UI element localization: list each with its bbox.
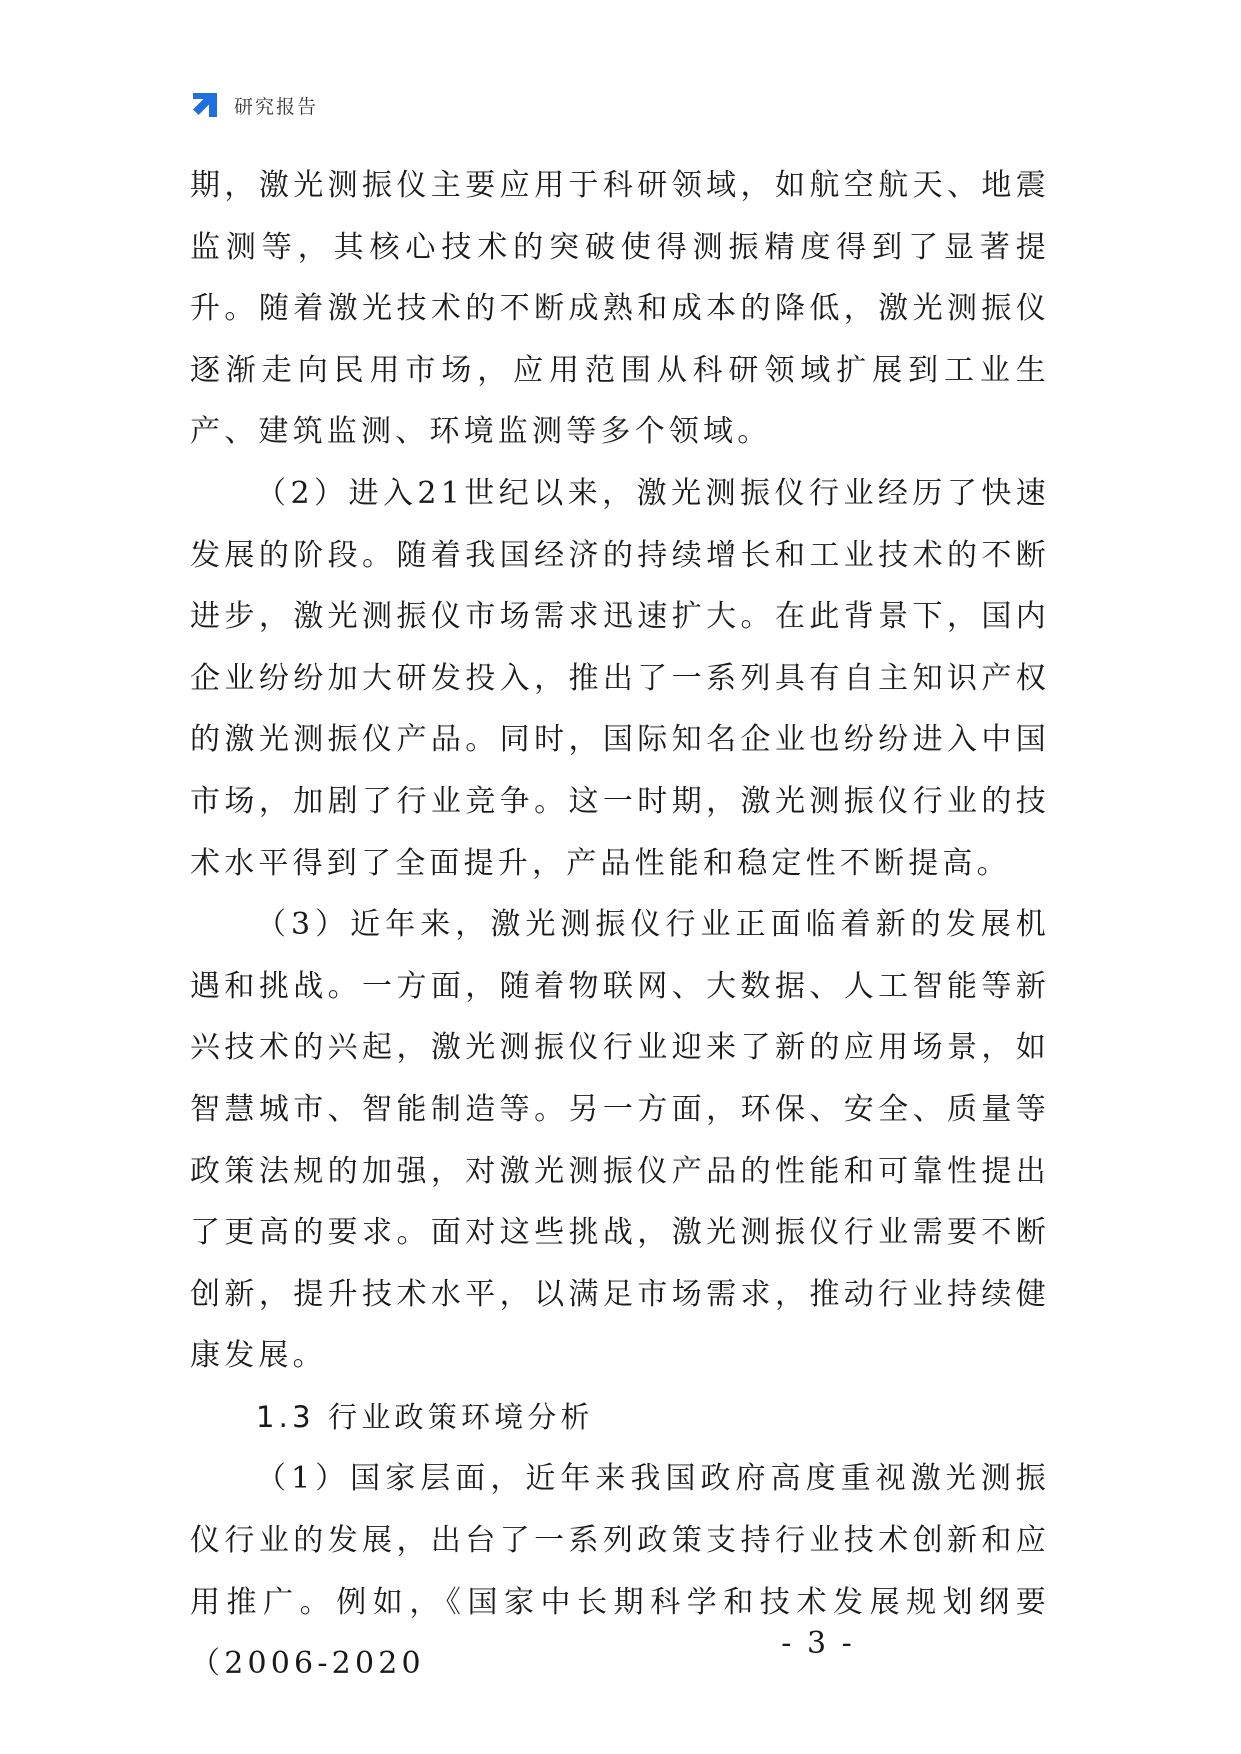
paragraph-continuation: 期，激光测振仪主要应用于科研领域，如航空航天、地震监测等，其核心技术的突破使得测振精度得到了显著提升。随着激光技术的不断成熟和成本的降低，激光测振仪逐渐走向民用市场，应用范围从科研领域扩展到工业生产、建筑监测、环境监测等多个领域。 [190, 168, 1050, 450]
arrow-up-right-logo-icon [190, 90, 220, 120]
paragraph-point-2: （2）进入21世纪以来，激光测振仪行业经历了快速发展的阶段。随着我国经济的持续增长和工业技术的不断进步，激光测振仪市场需求迅速扩大。在此背景下，国内企业纷纷加大研发投入，推出了一系列具有自主知识产权的激光测振仪产品。同时，国际知名企业也纷纷进入中国市场，加剧了行业竞争。这一时期，激光测振仪行业的技术水平得到了全面提升，产品性能和稳定性不断提高。 [190, 475, 1050, 881]
report-type-label: 研究报告 [234, 95, 319, 118]
page-header [190, 88, 318, 122]
section-heading-1-3: 1.3 行业政策环境分析 [256, 1399, 594, 1434]
document-body [190, 155, 1050, 1695]
paragraph-policy-point-1: （1）国家层面，近年来我国政府高度重视激光测振仪行业的发展，出台了一系列政策支持行业技术创新和应用推广。例如，《国家中长期科学和技术发展规划纲要（2006-2020 [190, 1461, 1050, 1682]
page-number: - 3 - [781, 1626, 855, 1661]
paragraph-point-3: （3）近年来，激光测振仪行业正面临着新的发展机遇和挑战。一方面，随着物联网、大数据、人工智能等新兴技术的兴起，激光测振仪行业迎来了新的应用场景，如智慧城市、智能制造等。另一方面，环保、安全、质量等政策法规的加强，对激光测振仪产品的性能和可靠性提出了更高的要求。面对这些挑战，激光测振仪行业需要不断创新，提升技术水平，以满足市场需求，推动行业持续健康发展。 [190, 907, 1050, 1374]
